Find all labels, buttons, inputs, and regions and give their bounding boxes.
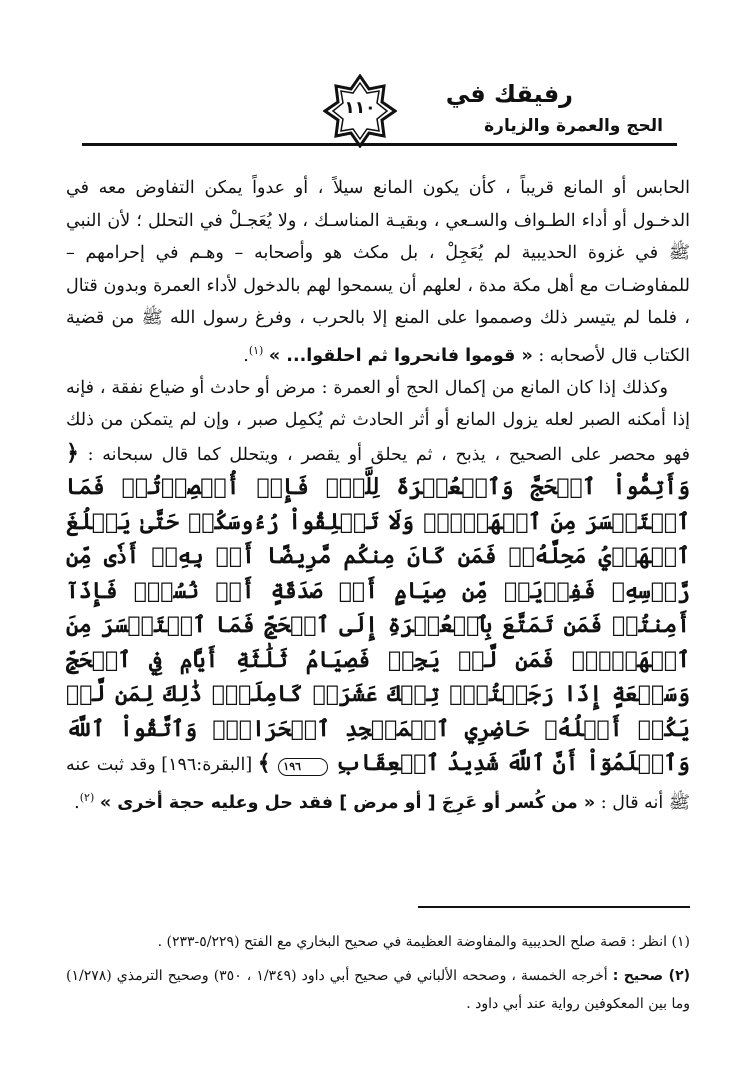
footnote-ref-2: (٢) — [79, 790, 95, 804]
quran-verse: ﴿ وَأَتِمُّواْ ٱلۡحَجَّ وَٱلۡعُمۡرَةَ لِلَّهِۚ فَإِنۡ أُحۡصِرۡتُمۡ فَمَا ٱسۡتَيۡسَرَ مِنَ ٱلۡهَدۡيِۖ وَلَا تَحۡلِقُواْ رُءُوسَكُمۡ حَتَّىٰ يَبۡلُغَ ٱلۡهَدۡيُ مَحِلَّهُۥۚ فَمَن كَانَ مِنكُم مَّرِيضًا أَوۡ بِهِۦٓ أَذٗى مِّن رَّأۡسِهِۦ فَفِدۡيَةٞ مِّن صِيَامٍ أَوۡ صَدَقَةٍ أَوۡ نُسُكٖۚ فَإِذَآ أَمِنتُمۡ فَمَن تَمَتَّعَ بِٱلۡعُمۡرَةِ إِلَى ٱلۡحَجِّ فَمَا ٱسۡتَيۡسَرَ مِنَ ٱلۡهَدۡيِۚ فَمَن لَّمۡ يَجِدۡ فَصِيَامُ ثَلَٰثَةِ أَيَّامٖ فِي ٱلۡحَجِّ وَسَبۡعَةٍ إِذَا رَجَعۡتُمۡۗ تِلۡكَ عَشَرَةٞ كَامِلَةۗٞ ذَٰلِكَ لِمَن لَّمۡ يَكُنۡ أَهۡلُهُۥ حَاضِرِي ٱلۡمَسۡجِدِ ٱلۡحَرَامِۚ وَٱتَّقُواْ ٱللَّهَ وَٱعۡلَمُوٓاْ أَنَّ ٱللَّهَ شَدِيدُ ٱلۡعِقَابِ — [66, 439, 690, 777]
paragraph-1: الحابس أو المانع قريباً ، كأن يكون المانع سيلاً ، أو عدواً يمكن التفاوض معه في الدخـول أو أداء الطـواف والسـعي ، وبقيـة المناسـك ، ولا يُعَجـلْ في التحلل ؛ لأن النبي ﷺ في غزوة الحديبية لم يُعَجِلْ ، بل مكث هو وأصحابه – وهـم في إحرامهم – للمفاوضـات مع أهل مكة مدة ، لعلهم أن يسمحوا لهم بالدخول لأداء العمرة وبدون قتال ، فلما لم يتيسر ذلك وصمموا على المنع إلا بالحرب ، وفرغ رسول الله ﷺ من قضية الكتاب قال لأصحابه : « قوموا فانحروا ثم احلقوا... » $^{(١)}$. — [66, 178, 691, 366]
book-title: رفيقك في — [445, 80, 573, 108]
hadith-quote-1: « قوموا فانحروا ثم احلقوا... » — [268, 345, 533, 366]
page-number: ١١٠ — [344, 98, 376, 118]
quran-close-bracket: ﴾ — [257, 750, 271, 777]
paragraph-1-text: الحابس أو المانع قريباً ، كأن يكون المانع سيلاً ، أو عدواً يمكن التفاوض معه في الدخـول أو أداء الطـواف والسـعي ، وبقيـة المناسـك ، ولا يُعَجـلْ في التحلل ؛ لأن النبي ﷺ في غزوة الحديبية لم يُعَجِلْ ، بل مكث هو وأصحابه – وهـم في إحرامهم – للمفاوضـات مع أهل مكة مدة ، لعلهم أن يسمحوا لهم بالدخول لأداء العمرة وبدون قتال ، فلما لم يتيسر ذلك وصمموا على المنع إلا بالحرب ، وفرغ رسول الله ﷺ من قضية الكتاب قال لأصحابه : — [66, 178, 691, 366]
paragraph-2-text: وكذلك إذا كان المانع من إكمال الحج أو العمرة : مرض أو حادث أو ضياع نفقة ، فإنه إذا أمكنه الصبر لعله يزول المانع أو أثر الحادث ثم يُكمِل صبر ، وإن لم يتمكن من ذلك فهو محصر على الصحيح ، يذبح ، ثم يحلق أو يقصر ، ويتحلل كما قال سبحانه : — [66, 377, 690, 465]
footnote-2 — [66, 962, 690, 1018]
footnote-divider — [418, 906, 690, 908]
hadith-quote-2: « من كُسر أو عَرِجَ [ أو مرض ] فقد حل وعليه حجة أخرى » — [99, 792, 596, 813]
footnote-ref-1: (١) — [248, 343, 264, 357]
page-header — [0, 0, 751, 150]
book-subtitle: الحج والعمرة والزيارة — [484, 116, 663, 136]
footnotes — [66, 928, 690, 1024]
paragraph-2: وكذلك إذا كان المانع من إكمال الحج أو العمرة : مرض أو حادث أو ضياع نفقة ، فإنه إذا أمكنه الصبر لعله يزول المانع أو أثر الحادث ثم يُكمِل صبر ، وإن لم يتمكن من ذلك فهو محصر على الصحيح ، يذبح ، ثم يحلق أو يقصر ، ويتحلل كما قال سبحانه : ﴿ وَأَتِمُّواْ ٱلۡحَجَّ وَٱلۡعُمۡرَةَ لِلَّهِۚ فَإِنۡ أُحۡصِرۡتُمۡ فَمَا ٱسۡتَيۡسَرَ مِنَ ٱلۡهَدۡيِۖ وَلَا تَحۡلِقُواْ رُءُوسَكُمۡ حَتَّىٰ يَبۡلُغَ ٱلۡهَدۡيُ مَحِلَّهُۥۚ فَمَن كَانَ مِنكُم مَّرِيضًا أَوۡ بِهِۦٓ أَذٗى مِّن رَّأۡسِهِۦ فَفِدۡيَةٞ مِّن صِيَامٍ أَوۡ صَدَقَةٍ أَوۡ نُسُكٖۚ فَإِذَآ أَمِنتُمۡ فَمَن تَمَتَّعَ بِٱلۡعُمۡرَةِ إِلَى ٱلۡحَجِّ فَمَا ٱسۡتَيۡسَرَ مِنَ ٱلۡهَدۡيِۚ فَمَن لَّمۡ يَجِدۡ فَصِيَامُ ثَلَٰثَةِ أَيَّامٖ فِي ٱلۡحَجِّ وَسَبۡعَةٍ إِذَا رَجَعۡتُمۡۗ تِلۡكَ عَشَرَةٞ كَامِلَةۗٞ ذَٰلِكَ لِمَن لَّمۡ يَكُنۡ أَهۡلُهُۥ حَاضِرِي ٱلۡمَسۡجِدِ ٱلۡحَرَامِۚ وَٱتَّقُواْ ٱللَّهَ وَٱعۡلَمُوٓاْ أَنَّ ٱللَّهَ شَدِيدُ ٱلۡعِقَابِ ١٩٦ ﴾ [البقرة:١٩٦] وقد ثبت عنه ﷺ أنه قال : « من كُسر أو عَرِجَ [ أو مرض ] فقد حل وعليه حجة أخرى » $^{(٢)}$. — [66, 377, 690, 813]
paragraph-2-continuation: وقد ثبت عنه ﷺ أنه قال : — [66, 755, 690, 813]
footnote-2-label: (٢) صحيح : — [612, 968, 691, 984]
main-text — [66, 172, 690, 819]
quran-citation: [البقرة:١٩٦] — [161, 755, 253, 776]
header-divider — [82, 143, 677, 146]
verse-number-badge: ١٩٦ — [278, 758, 328, 776]
footnote-2-text: أخرجه الخمسة ، وصححه الألباني في صحيح أبي داود (١/٣٤٩ ، ٣٥٠) وصحيح الترمذي (١/٢٧٨) وما بين المعكوفين رواية عند أبي داود . — [66, 968, 690, 1012]
footnote-1: (١) انظر : قصة صلح الحديبية والمفاوضة العظيمة في صحيح البخاري مع الفتح (٥/٢٢٩-٢٣٣) . — [157, 934, 690, 950]
